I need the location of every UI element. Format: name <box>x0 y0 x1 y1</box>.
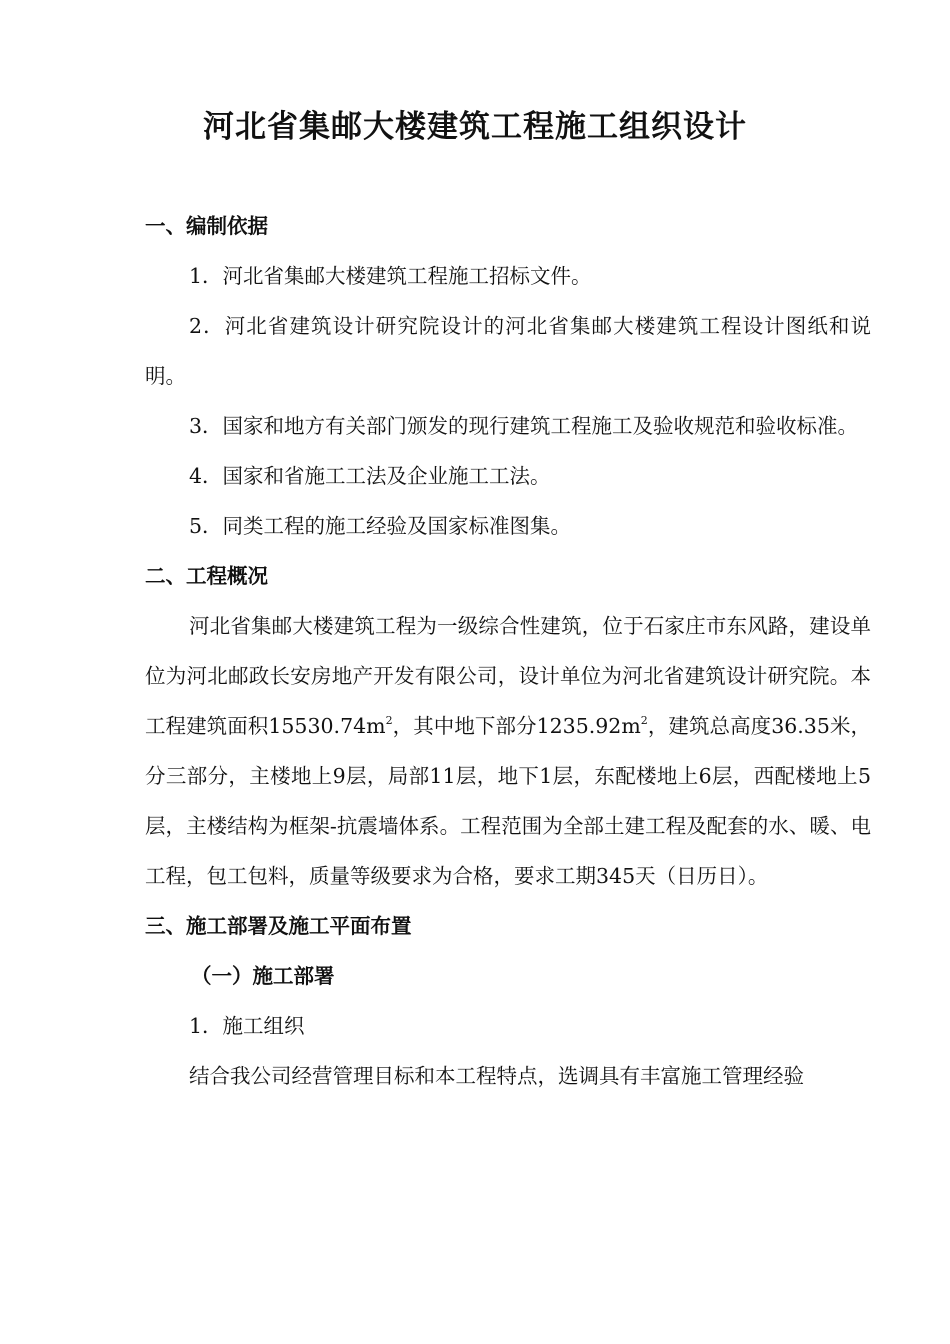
section-heading-deployment: 三、施工部署及施工平面布置 <box>145 914 412 938</box>
superscript-2: 2 <box>385 714 393 727</box>
deployment-item-1: 1．施工组织 <box>189 1014 305 1038</box>
section-heading-overview: 二、工程概况 <box>145 564 268 588</box>
basis-item-2: 2．河北省建筑设计研究院设计的河北省集邮大楼建筑工程设计图纸和说明。 <box>145 314 871 388</box>
overview-text-part-3: ，建筑总高度36.35米，分三部分，主楼地上9层，局部11层，地下1层，东配楼地上6层，西配楼地上5层，主楼结构为框架-抗震墙体系。工程范围为全部土建工程及配套的水、暖、电工程，包工包料，质量等级要求为合格，要求工期345天（日历日）。 <box>145 714 872 888</box>
basis-item-1: 1．河北省集邮大楼建筑工程施工招标文件。 <box>189 264 592 288</box>
superscript-2: 2 <box>640 714 648 727</box>
document-body <box>145 201 871 1101</box>
section-heading-basis: 一、编制依据 <box>145 214 268 238</box>
deployment-paragraph: 结合我公司经营管理目标和本工程特点，选调具有丰富施工管理经验 <box>189 1064 804 1088</box>
overview-text-part-1: 河北省集邮大楼建筑工程为一级综合性建筑，位于石家庄市东风路，建设单位为河北邮政长安房地产开发有限公司，设计单位为河北省建筑设计研究院。本工程建筑面积15530.74m <box>145 614 871 738</box>
overview-text-part-2: ，其中地下部分1235.92m <box>392 714 641 738</box>
basis-item-3: 3．国家和地方有关部门颁发的现行建筑工程施工及验收规范和验收标准。 <box>189 414 859 438</box>
document-title: 河北省集邮大楼建筑工程施工组织设计 <box>203 109 747 145</box>
overview-paragraph <box>145 601 871 901</box>
basis-item-4: 4．国家和省施工工法及企业施工工法。 <box>189 464 551 488</box>
subsection-heading-deployment: （一）施工部署 <box>191 964 335 988</box>
basis-item-5: 5．同类工程的施工经验及国家标准图集。 <box>189 514 572 538</box>
